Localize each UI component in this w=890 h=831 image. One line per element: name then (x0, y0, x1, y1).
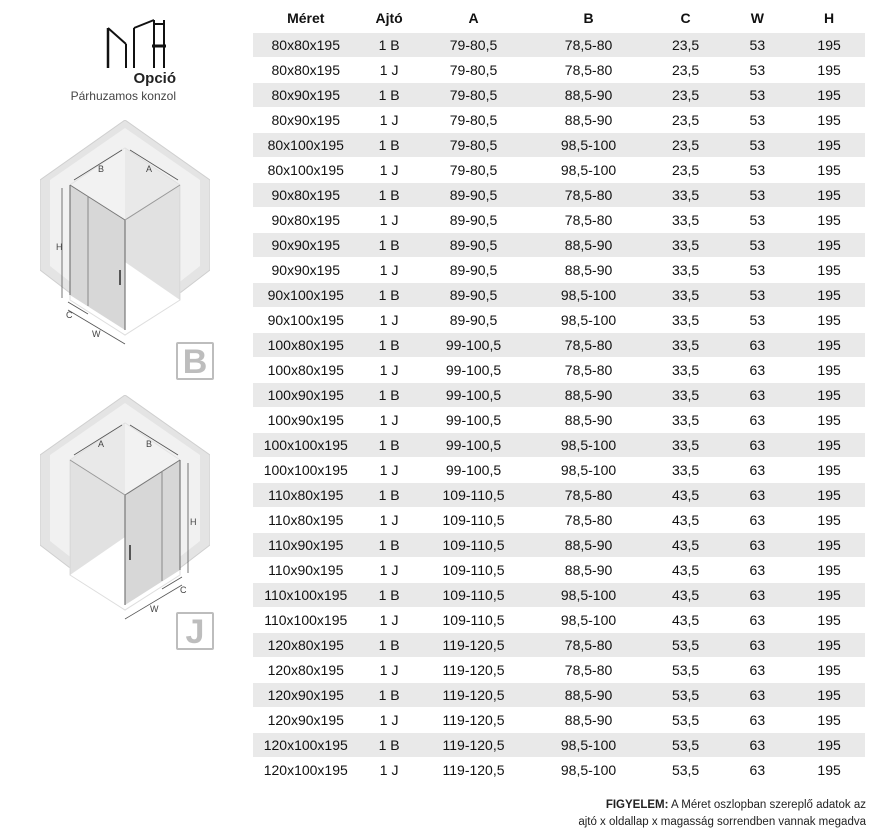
cell-w: 63 (721, 583, 793, 608)
header-w: W (750, 10, 764, 26)
table-row (253, 33, 865, 58)
cell-w: 53 (721, 133, 793, 158)
cell-h: 195 (793, 733, 865, 758)
cell-b: 98,5-100 (527, 733, 649, 758)
cell-c: 43,5 (650, 483, 722, 508)
cell-a: 99-100,5 (420, 408, 528, 433)
shower-diagram-j (40, 395, 210, 625)
cell-c: 53,5 (650, 758, 722, 783)
option-title: Opció (133, 70, 176, 87)
cell-size: 80x90x195 (253, 83, 359, 108)
cell-door: 1 B (359, 683, 420, 708)
cell-w: 63 (721, 483, 793, 508)
diagram-label-a: A (146, 164, 153, 174)
shower-diagram-b (40, 120, 210, 350)
cell-c: 53,5 (650, 658, 722, 683)
diagram-label-b: B (98, 164, 105, 174)
cell-door: 1 B (359, 183, 420, 208)
cell-a: 89-90,5 (420, 308, 528, 333)
cell-c: 53,5 (650, 733, 722, 758)
cell-c: 43,5 (650, 508, 722, 533)
parallel-bracket-icon (104, 18, 174, 70)
diagram-label-c: C (66, 310, 73, 320)
cell-a: 119-120,5 (420, 733, 528, 758)
cell-size: 80x80x195 (253, 58, 359, 83)
cell-door: 1 J (359, 108, 420, 133)
note-label: FIGYELEM: (605, 799, 669, 811)
cell-size: 100x80x195 (253, 358, 359, 383)
cell-w: 63 (721, 608, 793, 633)
cell-size: 100x90x195 (253, 383, 359, 408)
cell-size: 90x90x195 (253, 258, 359, 283)
table-header-row (253, 4, 865, 33)
cell-a: 119-120,5 (420, 633, 528, 658)
table-row (253, 458, 865, 483)
cell-h: 195 (793, 583, 865, 608)
diagram-label-w: W (150, 604, 159, 614)
cell-door: 1 B (359, 383, 420, 408)
cell-h: 195 (793, 533, 865, 558)
cell-a: 109-110,5 (420, 533, 528, 558)
cell-h: 195 (793, 58, 865, 83)
cell-w: 53 (721, 158, 793, 183)
cell-a: 79-80,5 (420, 158, 528, 183)
diagram-label-b: B (146, 439, 153, 449)
table-row (253, 283, 865, 308)
table-row (253, 408, 865, 433)
cell-size: 110x90x195 (253, 533, 359, 558)
table-body (253, 33, 865, 783)
cell-b: 88,5-90 (527, 258, 649, 283)
cell-c: 33,5 (650, 183, 722, 208)
cell-w: 63 (721, 683, 793, 708)
cell-c: 43,5 (650, 558, 722, 583)
cell-b: 98,5-100 (527, 158, 649, 183)
cell-h: 195 (793, 208, 865, 233)
cell-h: 195 (793, 558, 865, 583)
cell-w: 53 (721, 233, 793, 258)
cell-door: 1 B (359, 483, 420, 508)
cell-door: 1 B (359, 233, 420, 258)
cell-c: 33,5 (650, 383, 722, 408)
cell-c: 23,5 (650, 83, 722, 108)
cell-a: 99-100,5 (420, 433, 528, 458)
cell-w: 53 (721, 108, 793, 133)
cell-b: 98,5-100 (527, 608, 649, 633)
cell-size: 80x80x195 (253, 33, 359, 58)
cell-door: 1 J (359, 308, 420, 333)
diagram-label-h: H (56, 242, 63, 252)
cell-w: 63 (721, 733, 793, 758)
warning-note (366, 797, 866, 831)
cell-door: 1 J (359, 608, 420, 633)
cell-size: 90x80x195 (253, 183, 359, 208)
cell-b: 88,5-90 (527, 708, 649, 733)
cell-door: 1 B (359, 33, 420, 58)
cell-h: 195 (793, 358, 865, 383)
cell-door: 1 B (359, 333, 420, 358)
cell-size: 100x90x195 (253, 408, 359, 433)
cell-h: 195 (793, 33, 865, 58)
table-row (253, 308, 865, 333)
cell-a: 109-110,5 (420, 508, 528, 533)
cell-a: 119-120,5 (420, 708, 528, 733)
cell-size: 110x80x195 (253, 508, 359, 533)
cell-c: 53,5 (650, 708, 722, 733)
cell-door: 1 J (359, 458, 420, 483)
cell-b: 78,5-80 (527, 658, 649, 683)
cell-a: 119-120,5 (420, 758, 528, 783)
cell-h: 195 (793, 158, 865, 183)
table-row (253, 433, 865, 458)
cell-h: 195 (793, 83, 865, 108)
header-c: C (680, 10, 691, 26)
cell-h: 195 (793, 108, 865, 133)
table-row (253, 608, 865, 633)
cell-c: 23,5 (650, 33, 722, 58)
cell-size: 90x100x195 (253, 308, 359, 333)
cell-w: 53 (721, 283, 793, 308)
cell-w: 63 (721, 708, 793, 733)
cell-a: 89-90,5 (420, 208, 528, 233)
table-row (253, 708, 865, 733)
cell-w: 53 (721, 33, 793, 58)
cell-b: 78,5-80 (527, 58, 649, 83)
cell-w: 63 (721, 408, 793, 433)
header-meret: Méret (287, 10, 325, 26)
cell-c: 33,5 (650, 458, 722, 483)
cell-w: 53 (721, 58, 793, 83)
cell-a: 89-90,5 (420, 183, 528, 208)
left-panel (0, 0, 250, 831)
cell-w: 63 (721, 508, 793, 533)
cell-a: 99-100,5 (420, 333, 528, 358)
cell-c: 23,5 (650, 158, 722, 183)
cell-h: 195 (793, 183, 865, 208)
cell-size: 110x90x195 (253, 558, 359, 583)
cell-size: 100x80x195 (253, 333, 359, 358)
cell-c: 33,5 (650, 258, 722, 283)
cell-h: 195 (793, 508, 865, 533)
cell-b: 88,5-90 (527, 83, 649, 108)
header-a: A (468, 10, 479, 26)
cell-a: 119-120,5 (420, 683, 528, 708)
cell-door: 1 J (359, 408, 420, 433)
diagram-label-h: H (190, 517, 197, 527)
cell-h: 195 (793, 458, 865, 483)
cell-b: 88,5-90 (527, 408, 649, 433)
cell-b: 98,5-100 (527, 433, 649, 458)
cell-b: 98,5-100 (527, 133, 649, 158)
cell-a: 79-80,5 (420, 33, 528, 58)
header-ajto: Ajtó (375, 10, 403, 26)
diagram-label-w: W (92, 329, 101, 339)
cell-size: 110x100x195 (253, 583, 359, 608)
cell-a: 99-100,5 (420, 383, 528, 408)
table-row (253, 358, 865, 383)
note-line2: ajtó x oldallap x magasság sorrendben vannak megadva (578, 816, 866, 828)
cell-door: 1 B (359, 583, 420, 608)
cell-door: 1 J (359, 708, 420, 733)
door-type-b-badge: B (176, 342, 214, 380)
table-row (253, 158, 865, 183)
cell-door: 1 J (359, 258, 420, 283)
cell-c: 33,5 (650, 283, 722, 308)
cell-a: 79-80,5 (420, 108, 528, 133)
cell-c: 43,5 (650, 533, 722, 558)
cell-a: 109-110,5 (420, 608, 528, 633)
cell-b: 78,5-80 (527, 358, 649, 383)
cell-h: 195 (793, 383, 865, 408)
cell-w: 63 (721, 333, 793, 358)
cell-size: 90x80x195 (253, 208, 359, 233)
cell-b: 78,5-80 (527, 33, 649, 58)
cell-size: 110x100x195 (253, 608, 359, 633)
cell-size: 120x100x195 (253, 733, 359, 758)
table-row (253, 333, 865, 358)
cell-h: 195 (793, 683, 865, 708)
cell-b: 98,5-100 (527, 458, 649, 483)
table-row (253, 258, 865, 283)
cell-h: 195 (793, 233, 865, 258)
cell-h: 195 (793, 758, 865, 783)
cell-door: 1 J (359, 558, 420, 583)
cell-size: 110x80x195 (253, 483, 359, 508)
table-row (253, 383, 865, 408)
cell-a: 79-80,5 (420, 58, 528, 83)
diagram-label-c: C (180, 585, 187, 595)
cell-w: 63 (721, 433, 793, 458)
cell-w: 63 (721, 758, 793, 783)
cell-h: 195 (793, 658, 865, 683)
cell-a: 109-110,5 (420, 583, 528, 608)
table-row (253, 183, 865, 208)
cell-c: 43,5 (650, 608, 722, 633)
cell-c: 33,5 (650, 358, 722, 383)
table-row (253, 133, 865, 158)
cell-door: 1 B (359, 133, 420, 158)
cell-a: 99-100,5 (420, 458, 528, 483)
cell-b: 88,5-90 (527, 533, 649, 558)
cell-w: 63 (721, 458, 793, 483)
table-row (253, 83, 865, 108)
cell-size: 80x100x195 (253, 158, 359, 183)
cell-door: 1 B (359, 83, 420, 108)
cell-door: 1 J (359, 758, 420, 783)
cell-b: 78,5-80 (527, 208, 649, 233)
header-h: H (824, 10, 835, 26)
cell-door: 1 J (359, 508, 420, 533)
cell-w: 63 (721, 358, 793, 383)
cell-a: 119-120,5 (420, 658, 528, 683)
table-row (253, 658, 865, 683)
cell-door: 1 J (359, 158, 420, 183)
table-row (253, 683, 865, 708)
cell-size: 90x90x195 (253, 233, 359, 258)
table-row (253, 208, 865, 233)
cell-h: 195 (793, 283, 865, 308)
cell-door: 1 B (359, 733, 420, 758)
cell-b: 78,5-80 (527, 483, 649, 508)
cell-size: 100x100x195 (253, 433, 359, 458)
cell-c: 53,5 (650, 683, 722, 708)
table-row (253, 508, 865, 533)
cell-a: 79-80,5 (420, 83, 528, 108)
cell-b: 78,5-80 (527, 508, 649, 533)
cell-size: 120x90x195 (253, 683, 359, 708)
cell-c: 53,5 (650, 633, 722, 658)
cell-size: 120x80x195 (253, 658, 359, 683)
cell-b: 78,5-80 (527, 333, 649, 358)
cell-size: 80x100x195 (253, 133, 359, 158)
table-row (253, 633, 865, 658)
cell-size: 120x100x195 (253, 758, 359, 783)
cell-h: 195 (793, 633, 865, 658)
cell-a: 89-90,5 (420, 233, 528, 258)
cell-h: 195 (793, 433, 865, 458)
cell-w: 53 (721, 183, 793, 208)
cell-a: 109-110,5 (420, 483, 528, 508)
cell-size: 100x100x195 (253, 458, 359, 483)
cell-c: 23,5 (650, 133, 722, 158)
cell-b: 88,5-90 (527, 108, 649, 133)
table-row (253, 558, 865, 583)
table-row (253, 733, 865, 758)
cell-a: 89-90,5 (420, 283, 528, 308)
cell-door: 1 J (359, 658, 420, 683)
cell-h: 195 (793, 308, 865, 333)
cell-c: 43,5 (650, 583, 722, 608)
cell-b: 78,5-80 (527, 183, 649, 208)
cell-b: 98,5-100 (527, 283, 649, 308)
cell-h: 195 (793, 258, 865, 283)
cell-b: 88,5-90 (527, 233, 649, 258)
cell-w: 53 (721, 208, 793, 233)
cell-door: 1 B (359, 283, 420, 308)
cell-door: 1 B (359, 533, 420, 558)
diagram-label-a: A (98, 439, 105, 449)
cell-w: 53 (721, 308, 793, 333)
cell-size: 120x80x195 (253, 633, 359, 658)
cell-b: 98,5-100 (527, 758, 649, 783)
table-row (253, 533, 865, 558)
table-row (253, 758, 865, 783)
cell-a: 109-110,5 (420, 558, 528, 583)
cell-h: 195 (793, 408, 865, 433)
cell-door: 1 J (359, 358, 420, 383)
table-row (253, 58, 865, 83)
door-type-j-badge: J (176, 612, 214, 650)
cell-w: 63 (721, 383, 793, 408)
cell-size: 80x90x195 (253, 108, 359, 133)
cell-size: 120x90x195 (253, 708, 359, 733)
cell-b: 88,5-90 (527, 558, 649, 583)
cell-h: 195 (793, 483, 865, 508)
header-b: B (583, 10, 594, 26)
cell-a: 89-90,5 (420, 258, 528, 283)
cell-c: 23,5 (650, 108, 722, 133)
cell-h: 195 (793, 133, 865, 158)
cell-b: 98,5-100 (527, 308, 649, 333)
cell-c: 33,5 (650, 333, 722, 358)
cell-b: 88,5-90 (527, 383, 649, 408)
cell-door: 1 J (359, 208, 420, 233)
cell-h: 195 (793, 608, 865, 633)
cell-b: 98,5-100 (527, 583, 649, 608)
cell-b: 78,5-80 (527, 633, 649, 658)
cell-w: 63 (721, 633, 793, 658)
cell-door: 1 B (359, 633, 420, 658)
cell-w: 53 (721, 258, 793, 283)
cell-door: 1 J (359, 58, 420, 83)
cell-size: 90x100x195 (253, 283, 359, 308)
cell-h: 195 (793, 333, 865, 358)
cell-c: 33,5 (650, 208, 722, 233)
cell-w: 53 (721, 83, 793, 108)
cell-h: 195 (793, 708, 865, 733)
cell-c: 33,5 (650, 408, 722, 433)
option-subtitle: Párhuzamos konzol (70, 89, 176, 103)
cell-w: 63 (721, 658, 793, 683)
cell-door: 1 B (359, 433, 420, 458)
table-row (253, 583, 865, 608)
cell-c: 33,5 (650, 433, 722, 458)
table-row (253, 233, 865, 258)
cell-w: 63 (721, 558, 793, 583)
dimension-table (253, 4, 865, 782)
cell-c: 33,5 (650, 233, 722, 258)
cell-c: 33,5 (650, 308, 722, 333)
cell-a: 99-100,5 (420, 358, 528, 383)
cell-w: 63 (721, 533, 793, 558)
table-row (253, 108, 865, 133)
table-row (253, 483, 865, 508)
cell-a: 79-80,5 (420, 133, 528, 158)
cell-c: 23,5 (650, 58, 722, 83)
cell-b: 88,5-90 (527, 683, 649, 708)
note-line1: A Méret oszlopban szereplő adatok az (671, 799, 866, 811)
